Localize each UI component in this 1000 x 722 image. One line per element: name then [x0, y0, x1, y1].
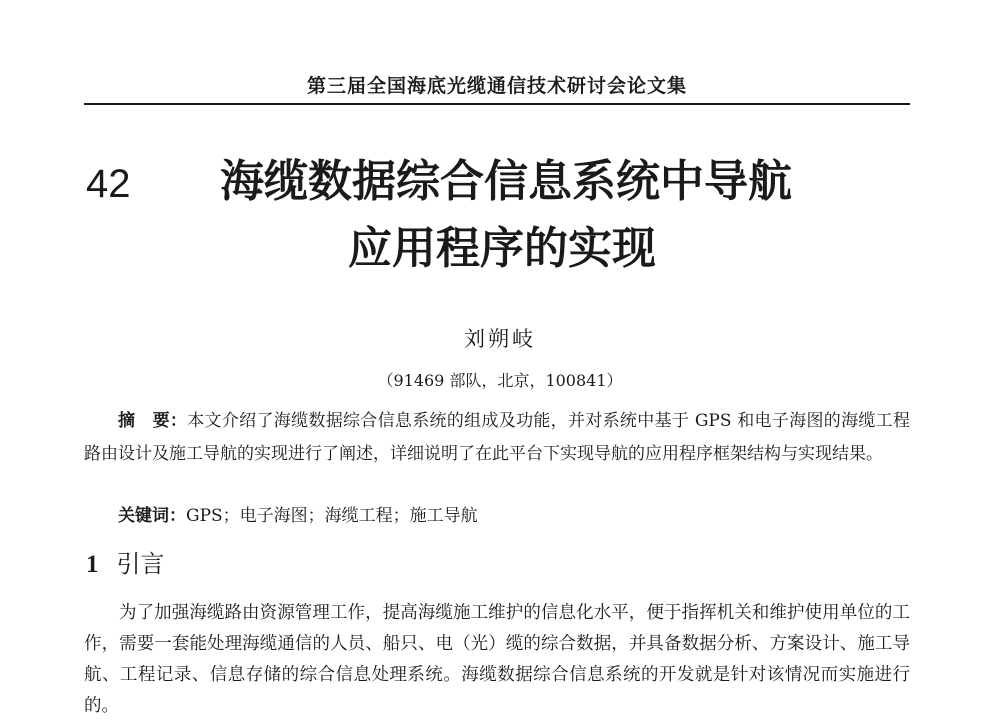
section-heading: [86, 548, 165, 581]
author-name: 刘朔岐: [464, 327, 536, 351]
section-number: 1: [86, 551, 99, 578]
body-paragraph: 为了加强海缆路由资源管理工作，提高海缆施工维护的信息化水平，便于指挥机关和维护使用单位的工作，需要一套能处理海缆通信的人员、船只、电（光）缆的综合数据，并具备数据分析、方案设计、施工导航、工程记录、信息存储的综合信息处理系统。海缆数据综合信息系统的开发就是针对该情况而实施进行的。: [84, 603, 910, 716]
paper-number: 42: [86, 162, 131, 206]
section-title: 引言: [116, 550, 165, 578]
paper-title-line-1: 海缆数据综合信息系统中导航: [220, 156, 792, 207]
running-header: 第三届全国海底光缆通信技术研讨会论文集: [306, 75, 687, 97]
keywords: [84, 501, 910, 531]
abstract-text: 本文介绍了海缆数据综合信息系统的组成及功能，并对系统中基于 GPS 和电子海图的海缆工程路由设计及施工导航的实现进行了阐述，详细说明了在此平台下实现导航的应用程序框架结构与实现结果。: [84, 411, 910, 464]
abstract: [84, 405, 910, 471]
author-affiliation: （91469 部队，北京，100841）: [377, 371, 623, 390]
header-rule: [84, 103, 910, 105]
keywords-text: GPS；电子海图；海缆工程；施工导航: [186, 506, 478, 526]
abstract-label: 摘 要：: [118, 411, 188, 431]
paper-title-line-2: 应用程序的实现: [348, 223, 656, 274]
keywords-label: 关键词：: [118, 506, 186, 526]
